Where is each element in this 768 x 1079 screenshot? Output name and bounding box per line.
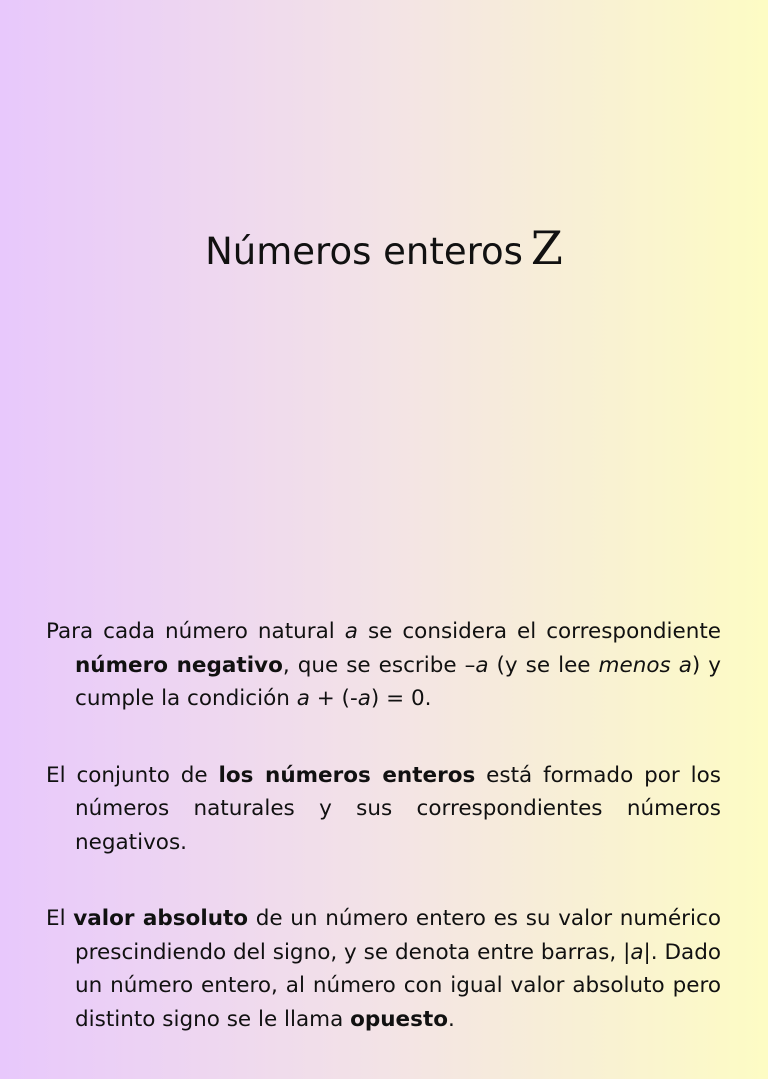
text-segment: El: [46, 906, 74, 931]
paragraph-negative-numbers: [46, 615, 721, 716]
slide-title: [0, 220, 768, 280]
text-segment: se considera el correspondiente: [357, 619, 721, 644]
text-segment: a: [296, 686, 310, 711]
text-segment: está formado por los números naturales y sus correspondientes números negativos.: [75, 762, 721, 855]
title-symbol: Z: [530, 221, 563, 275]
text-segment: .: [448, 1006, 455, 1032]
text-segment: valor absoluto: [73, 906, 249, 931]
paragraph-absolute-value: [46, 902, 721, 1036]
text-segment: los números enteros: [218, 762, 476, 788]
text-segment: a: [357, 686, 371, 711]
text-segment: |. Dado un número entero, al número con igual valor absoluto pero distinto signo se le llama: [75, 939, 722, 1032]
text-segment: a: [630, 939, 644, 965]
text-segment: + (-: [309, 686, 358, 711]
text-segment: opuesto: [350, 1006, 448, 1032]
text-segment: El conjunto de: [46, 762, 219, 788]
text-segment: Para cada número natural: [46, 619, 345, 644]
slide-body: [46, 615, 721, 1079]
text-segment: ) = 0.: [370, 686, 432, 711]
text-segment: menos a: [598, 652, 692, 678]
text-segment: de un número entero es su valor numérico prescindiendo del signo, y se denota entre barras, |: [75, 906, 721, 965]
text-segment: número negativo: [75, 652, 283, 678]
text-segment: (y se lee: [488, 652, 599, 678]
paragraph-integer-set: [46, 759, 721, 860]
text-segment: , que se escribe –: [282, 652, 476, 678]
text-segment: a: [344, 619, 358, 644]
title-text: Números enteros: [205, 230, 523, 273]
text-segment: ) y cumple la condición: [75, 652, 721, 711]
text-segment: a: [475, 652, 489, 678]
